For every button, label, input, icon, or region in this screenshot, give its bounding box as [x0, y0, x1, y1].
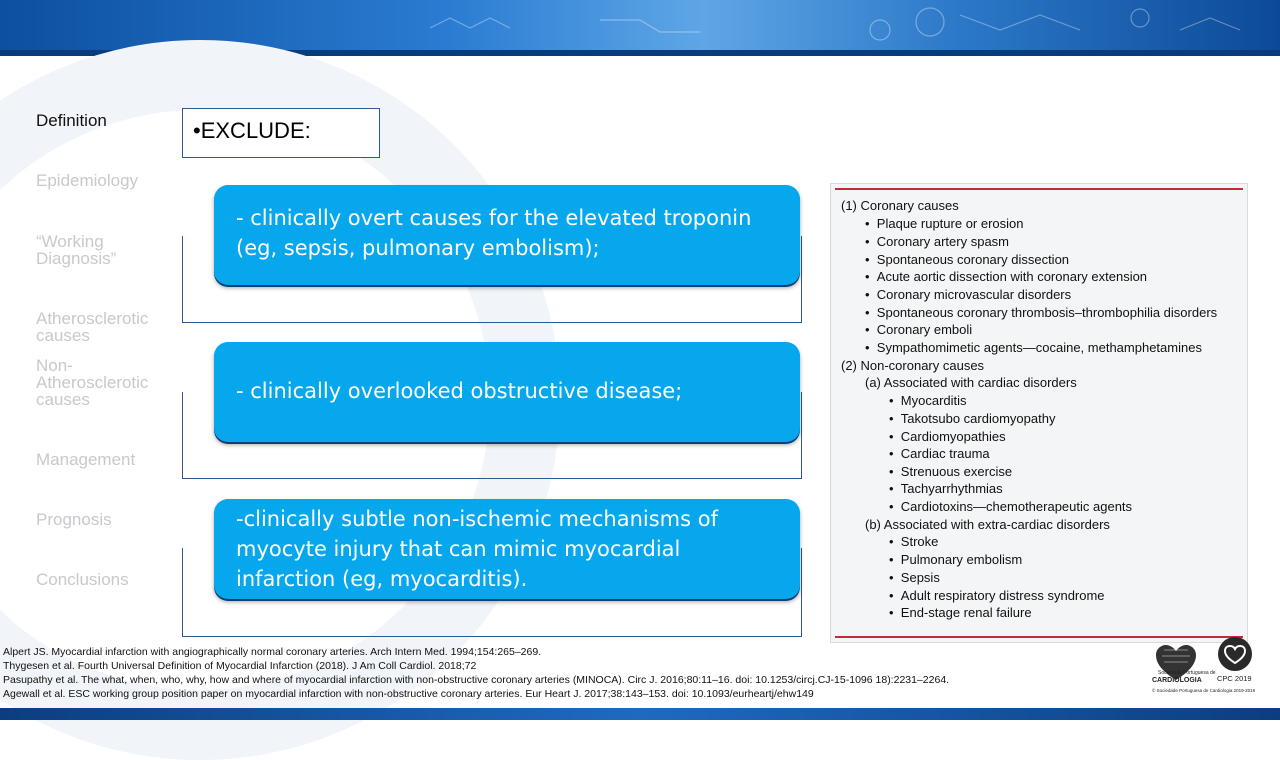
- bullet-icon: •: [889, 446, 894, 461]
- callout-line: infarction (eg, myocarditis).: [236, 567, 528, 591]
- bullet-icon: •: [889, 481, 894, 496]
- bullet-icon: •: [865, 305, 870, 320]
- bullet-icon: •: [889, 588, 894, 603]
- bullet-icon: •: [889, 429, 894, 444]
- list-item: • Plaque rupture or erosion: [865, 216, 1024, 231]
- list-item: • Myocarditis: [889, 393, 967, 408]
- bullet-icon: •: [889, 464, 894, 479]
- nav-conclusions[interactable]: Conclusions: [36, 570, 129, 589]
- list-item: • Cardiotoxins—chemotherapeutic agents: [889, 499, 1133, 514]
- coronary-causes-heading: (1) Coronary causes: [841, 198, 959, 213]
- list-item: • Tachyarrhythmias: [889, 481, 1003, 496]
- spc-logo-subtitle: Sociedade Portuguesa de: [1158, 670, 1216, 676]
- list-item: • Spontaneous coronary dissection: [865, 252, 1070, 267]
- minoca-causes-table: [830, 183, 1248, 643]
- callout-line: myocyte injury that can mimic myocardial: [236, 537, 681, 561]
- cardiac-disorders-subheading: (a) Associated with cardiac disorders: [865, 375, 1077, 390]
- extra-cardiac-disorders-subheading: (b) Associated with extra-cardiac disorders: [865, 517, 1110, 532]
- list-item: • Cardiac trauma: [889, 446, 990, 461]
- nav-definition[interactable]: Definition: [36, 111, 107, 130]
- bullet-icon: •: [865, 269, 870, 284]
- bullet-icon: •: [889, 552, 894, 567]
- bullet-icon: •: [865, 322, 870, 337]
- callout-line: -clinically subtle non-ischemic mechanisms of: [236, 507, 718, 531]
- callout-line: - clinically overt causes for the elevated troponin: [236, 206, 752, 230]
- bullet-icon: •: [865, 287, 870, 302]
- list-item: • Strenuous exercise: [889, 464, 1013, 479]
- callout-line: - clinically overlooked obstructive disease;: [236, 379, 683, 403]
- reference-2: Thygesen et al. Fourth Universal Definition of Myocardial Infarction (2018). J Am Coll Cardiol. 2018;72: [3, 660, 477, 672]
- reference-3: Pasupathy et al. The what, when, who, why, how and where of myocardial infarction with non-obstructive coronary arteries (MINOCA). Circ J. 2016;80:11–16. doi: 10.1253/circj.CJ-15-1096 18):2231–2264.: [3, 674, 950, 686]
- list-item: • Coronary emboli: [865, 322, 973, 337]
- list-item: • Sepsis: [889, 570, 940, 585]
- nav-non-atherosclerotic-line3[interactable]: causes: [36, 390, 90, 409]
- cpc-logo-text: CPC 2019: [1217, 674, 1252, 683]
- nav-management[interactable]: Management: [36, 450, 136, 469]
- list-item: • Pulmonary embolism: [889, 552, 1023, 567]
- bullet-icon: •: [889, 534, 894, 549]
- bullet-icon: •: [865, 234, 870, 249]
- callout-non-ischemic: [214, 499, 800, 599]
- nav-non-atherosclerotic-line2[interactable]: Atherosclerotic: [36, 373, 149, 392]
- callout-overt-causes: [214, 185, 800, 285]
- nav-atherosclerotic-line2[interactable]: causes: [36, 326, 90, 345]
- callout-line: (eg, sepsis, pulmonary embolism);: [236, 236, 600, 260]
- list-item: • Adult respiratory distress syndrome: [889, 588, 1105, 603]
- nav-working-diagnosis-line2[interactable]: Diagnosis”: [36, 249, 117, 268]
- list-item: • Cardiomyopathies: [889, 429, 1006, 444]
- exclude-heading: •EXCLUDE:: [193, 118, 311, 143]
- non-coronary-causes-heading: (2) Non-coronary causes: [841, 358, 985, 373]
- spc-logo-name: CARDIOLOGIA: [1152, 677, 1202, 684]
- bullet-icon: •: [889, 393, 894, 408]
- bullet-icon: •: [889, 411, 894, 426]
- nav-non-atherosclerotic-line1[interactable]: Non-: [36, 356, 73, 375]
- nav-epidemiology[interactable]: Epidemiology: [36, 171, 139, 190]
- logo-footer-text: © Sociedade Portuguesa de Cardiologia 2019-2019: [1152, 688, 1256, 693]
- list-item: • Coronary microvascular disorders: [865, 287, 1072, 302]
- bullet-icon: •: [865, 216, 870, 231]
- list-item: • Sympathomimetic agents—cocaine, methamphetamines: [865, 340, 1202, 355]
- bullet-icon: •: [889, 570, 894, 585]
- exclude-heading-box: [182, 108, 380, 158]
- bullet-icon: •: [865, 340, 870, 355]
- table-bottom-rule: [835, 636, 1243, 638]
- footer-bar: [0, 708, 1280, 720]
- nav-atherosclerotic-line1[interactable]: Atherosclerotic: [36, 309, 149, 328]
- nav-working-diagnosis-line1[interactable]: “Working: [36, 232, 104, 251]
- bullet-icon: •: [889, 605, 894, 620]
- bullet-icon: •: [865, 252, 870, 267]
- callout-obstructive-disease: [214, 342, 800, 442]
- list-item: • Coronary artery spasm: [865, 234, 1010, 249]
- list-item: • Stroke: [889, 534, 939, 549]
- bullet-icon: •: [889, 499, 894, 514]
- list-item: • Takotsubo cardiomyopathy: [889, 411, 1056, 426]
- reference-4: Agewall et al. ESC working group position paper on myocardial infarction with non-obstructive coronary arteries. Eur Heart J. 2017;38:143–153. doi: 10.1093/eurheartj/ehw149: [3, 688, 814, 700]
- list-item: • Acute aortic dissection with coronary extension: [865, 269, 1148, 284]
- list-item: • End-stage renal failure: [889, 605, 1032, 620]
- nav-prognosis[interactable]: Prognosis: [36, 510, 112, 529]
- list-item: • Spontaneous coronary thrombosis–thrombophilia disorders: [865, 305, 1218, 320]
- reference-1: Alpert JS. Myocardial infarction with angiographically normal coronary arteries. Arch Intern Med. 1994;154:265–269.: [3, 646, 542, 658]
- table-top-rule: [835, 188, 1243, 190]
